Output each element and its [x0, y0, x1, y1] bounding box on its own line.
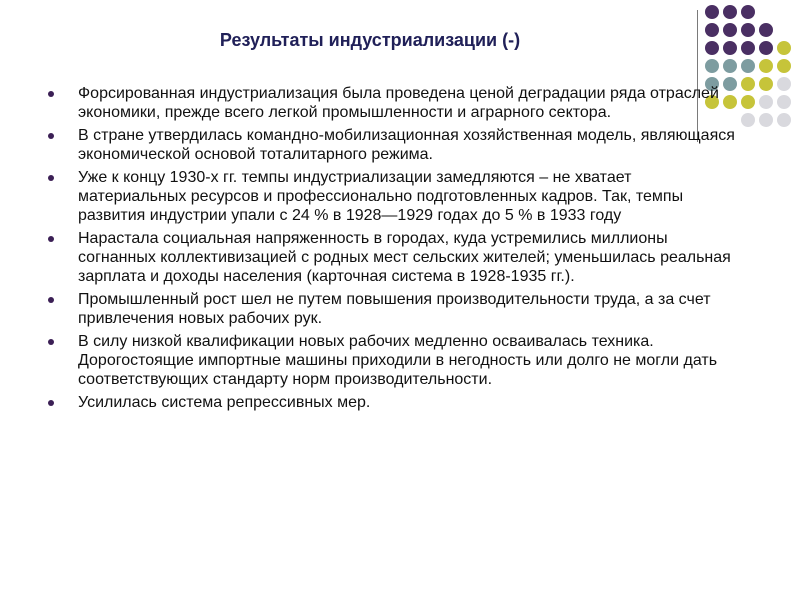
bullet-text: Форсированная индустриализация была проведена ценой деградации ряда отраслей экономики, прежде всего легкой промышленности и аграрного сектора. [78, 85, 719, 121]
bullet-text: Усилилась система репрессивных мер. [78, 394, 371, 411]
decorative-dot [723, 59, 737, 73]
slide-title: Результаты индустриализации (-) [219, 30, 521, 50]
decorative-dot [777, 113, 791, 127]
bullet-marker-icon [48, 236, 54, 242]
decorative-dot [759, 41, 773, 55]
decorative-dot [759, 113, 773, 127]
decorative-dot [705, 59, 719, 73]
decorative-dot [723, 41, 737, 55]
decorative-dot [705, 5, 719, 19]
decorative-dot [777, 59, 791, 73]
decorative-dot [723, 23, 737, 37]
decorative-dot [759, 77, 773, 91]
bullet-marker-icon [48, 400, 54, 406]
bullet-text: В стране утвердилась командно-мобилизационная хозяйственная модель, являющаяся экономической основой тоталитарного режима. [78, 127, 735, 163]
bullet-item [48, 290, 738, 328]
bullet-marker-icon [48, 339, 54, 345]
decorative-dot [759, 59, 773, 73]
decorative-dot [777, 77, 791, 91]
bullet-text: Уже к концу 1930-х гг. темпы индустриализации замедляются – не хватает материальных ресурсов и профессионально подготовленных кадров. Так, темпы развития индустрии упали с 24 % в 1928—1929 годах до 5 % в 1933 году [78, 169, 684, 224]
decorative-dot [777, 95, 791, 109]
decorative-dot [741, 77, 755, 91]
bullet-item [48, 168, 738, 225]
decorative-dot [741, 5, 755, 19]
bullet-list [48, 84, 738, 416]
decorative-dot [723, 5, 737, 19]
decorative-dot [759, 23, 773, 37]
decorative-dot [777, 41, 791, 55]
bullet-item [48, 126, 738, 164]
bullet-text: Нарастала социальная напряженность в городах, куда устремились миллионы согнанных коллективизацией с родных мест сельских жителей; уменьшилась реальная зарплата и доходы населения (карточная система в 1928-1935 гг.). [78, 230, 731, 285]
decorative-dot [759, 95, 773, 109]
bullet-item [48, 332, 738, 389]
bullet-text: Промышленный рост шел не путем повышения производительности труда, а за счет привлечения новых рабочих рук. [78, 291, 711, 327]
bullet-marker-icon [48, 133, 54, 139]
bullet-item [48, 229, 738, 286]
decorative-dot [741, 113, 755, 127]
decorative-dot [705, 41, 719, 55]
bullet-marker-icon [48, 175, 54, 181]
decorative-dot [741, 23, 755, 37]
decorative-dot [741, 95, 755, 109]
bullet-item [48, 84, 738, 122]
bullet-marker-icon [48, 297, 54, 303]
decorative-dot [741, 41, 755, 55]
decorative-dot [741, 59, 755, 73]
bullet-text: В силу низкой квалификации новых рабочих медленно осваивалась техника. Дорогостоящие импортные машины приходили в негодность или долго не могли дать соответствующих стандарту норм производительности. [78, 333, 718, 388]
bullet-marker-icon [48, 91, 54, 97]
bullet-item [48, 393, 738, 412]
decorative-dot [705, 23, 719, 37]
